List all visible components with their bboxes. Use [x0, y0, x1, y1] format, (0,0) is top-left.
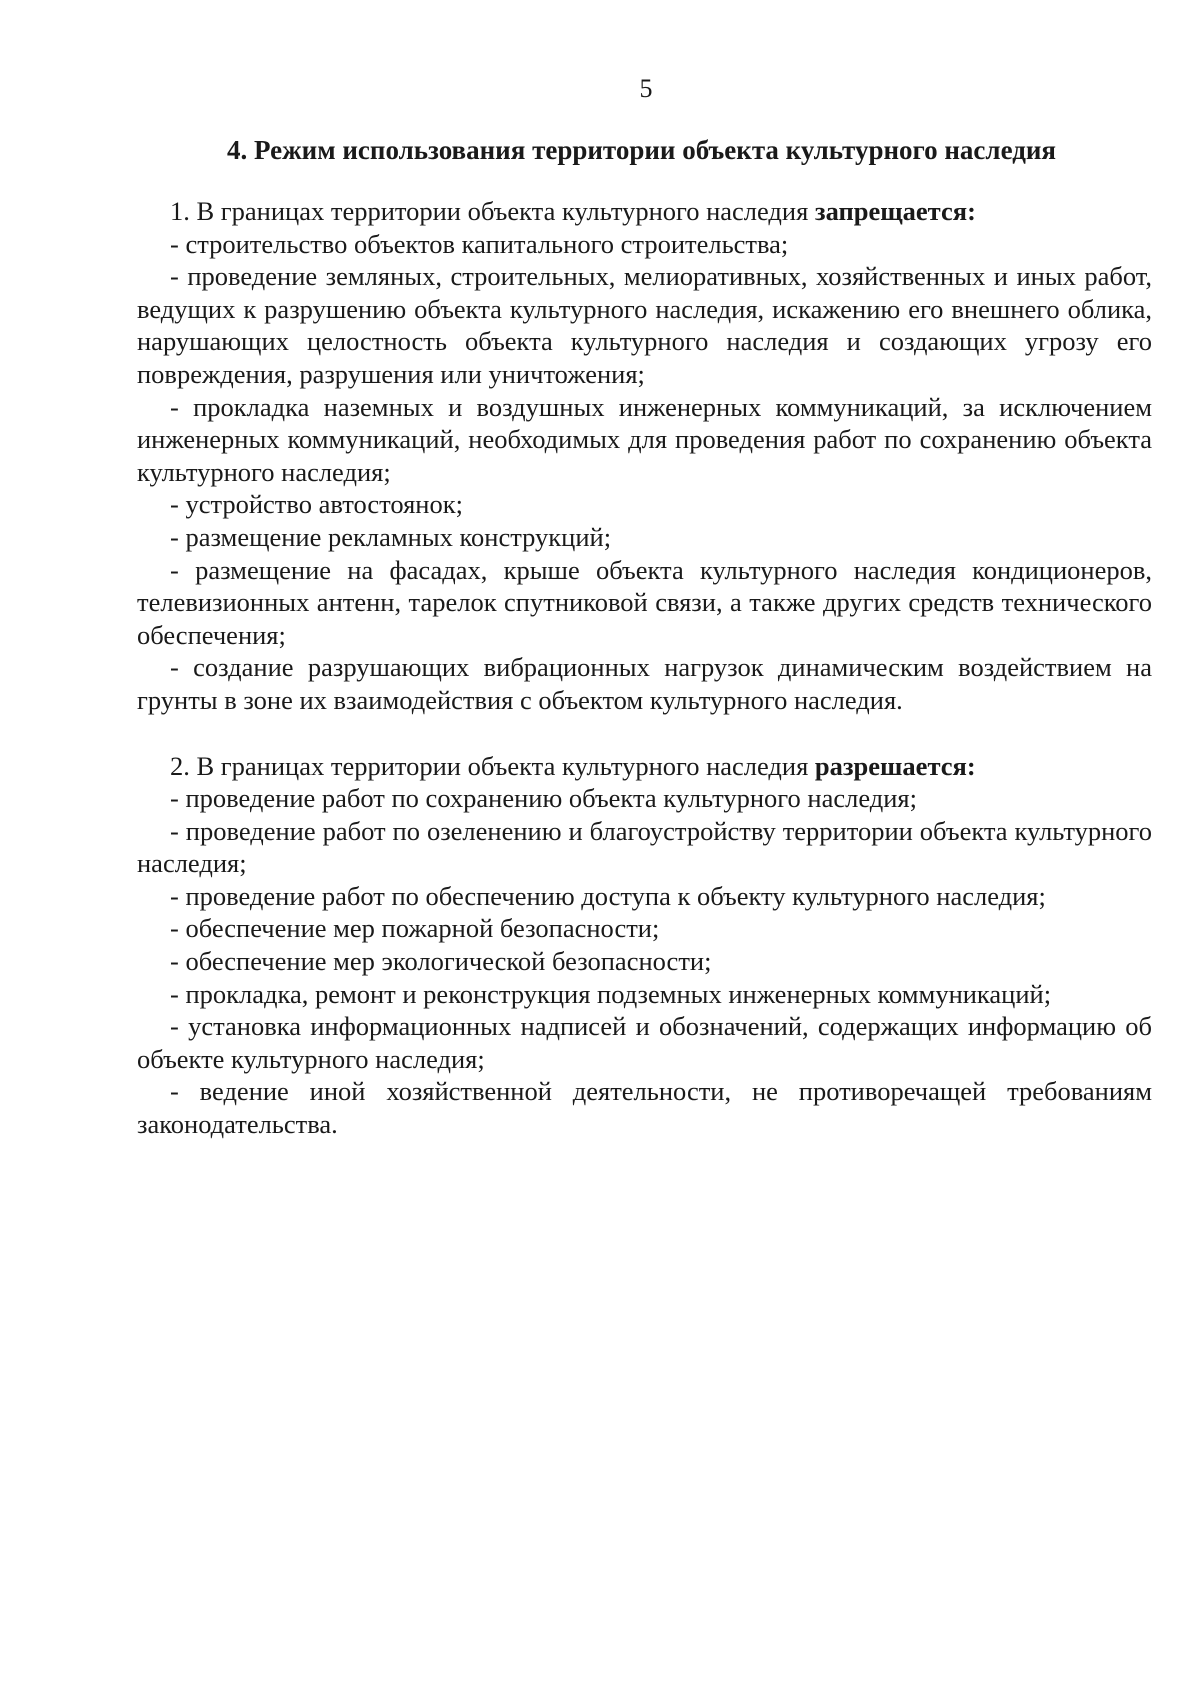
allowed-item: - проведение работ по озеленению и благоустройству территории объекта культурного наследия;: [137, 815, 1152, 879]
allowed-intro: [137, 750, 1152, 783]
prohibited-keyword: запрещается:: [814, 196, 976, 226]
section-prohibited: [137, 195, 1152, 717]
allowed-item: - проведение работ по сохранению объекта культурного наследия;: [170, 783, 917, 814]
page-number: 5: [639, 74, 653, 103]
section-allowed: [137, 750, 1152, 1141]
section-spacer: [137, 717, 1152, 750]
document-body: [137, 134, 1152, 1141]
allowed-item: - обеспечение мер пожарной безопасности;: [170, 913, 660, 944]
prohibited-item: - прокладка наземных и воздушных инженерных коммуникаций, за исключением инженерных коммуникаций, необходимых для проведения работ по сохранению объекта культурного наследия;: [137, 391, 1152, 487]
prohibited-item: - строительство объектов капитального строительства;: [170, 228, 789, 259]
allowed-item: - проведение работ по обеспечению доступа к объекту культурного наследия;: [170, 880, 1046, 911]
allowed-keyword: разрешается:: [814, 750, 976, 781]
prohibited-item: - устройство автостоянок;: [170, 489, 463, 520]
prohibited-item: - проведение земляных, строительных, мелиоративных, хозяйственных и иных работ, ведущих к разрушению объекта культурного наследия, искажению его внешнего облика, нарушающих целостность объекта культурного наследия и создающих угрозу его повреждения, разрушения или уничтожения;: [137, 261, 1152, 389]
prohibited-intro: [137, 195, 1152, 228]
allowed-item: - прокладка, ремонт и реконструкция подземных инженерных коммуникаций;: [170, 978, 1052, 1009]
prohibited-intro-text: 1. В границах территории объекта культурного наследия: [170, 196, 815, 226]
allowed-item: - ведение иной хозяйственной деятельности, не противоречащей требованиям законодательства.: [137, 1076, 1152, 1140]
allowed-item: - установка информационных надписей и обозначений, содержащих информацию об объекте культурного наследия;: [137, 1011, 1152, 1074]
prohibited-item: - размещение на фасадах, крыше объекта культурного наследия кондиционеров, телевизионных антенн, тарелок спутниковой связи, а также других средств технического обеспечения;: [137, 554, 1152, 650]
allowed-item: - обеспечение мер экологической безопасности;: [170, 946, 712, 977]
prohibited-item: - размещение рекламных конструкций;: [170, 521, 612, 552]
section-heading: 4. Режим использования территории объекта культурного наследия: [226, 135, 1057, 165]
prohibited-item: - создание разрушающих вибрационных нагрузок динамическим воздействием на грунты в зоне их взаимодействия с объектом культурного наследия.: [137, 652, 1152, 715]
allowed-intro-text: 2. В границах территории объекта культурного наследия: [170, 750, 815, 781]
